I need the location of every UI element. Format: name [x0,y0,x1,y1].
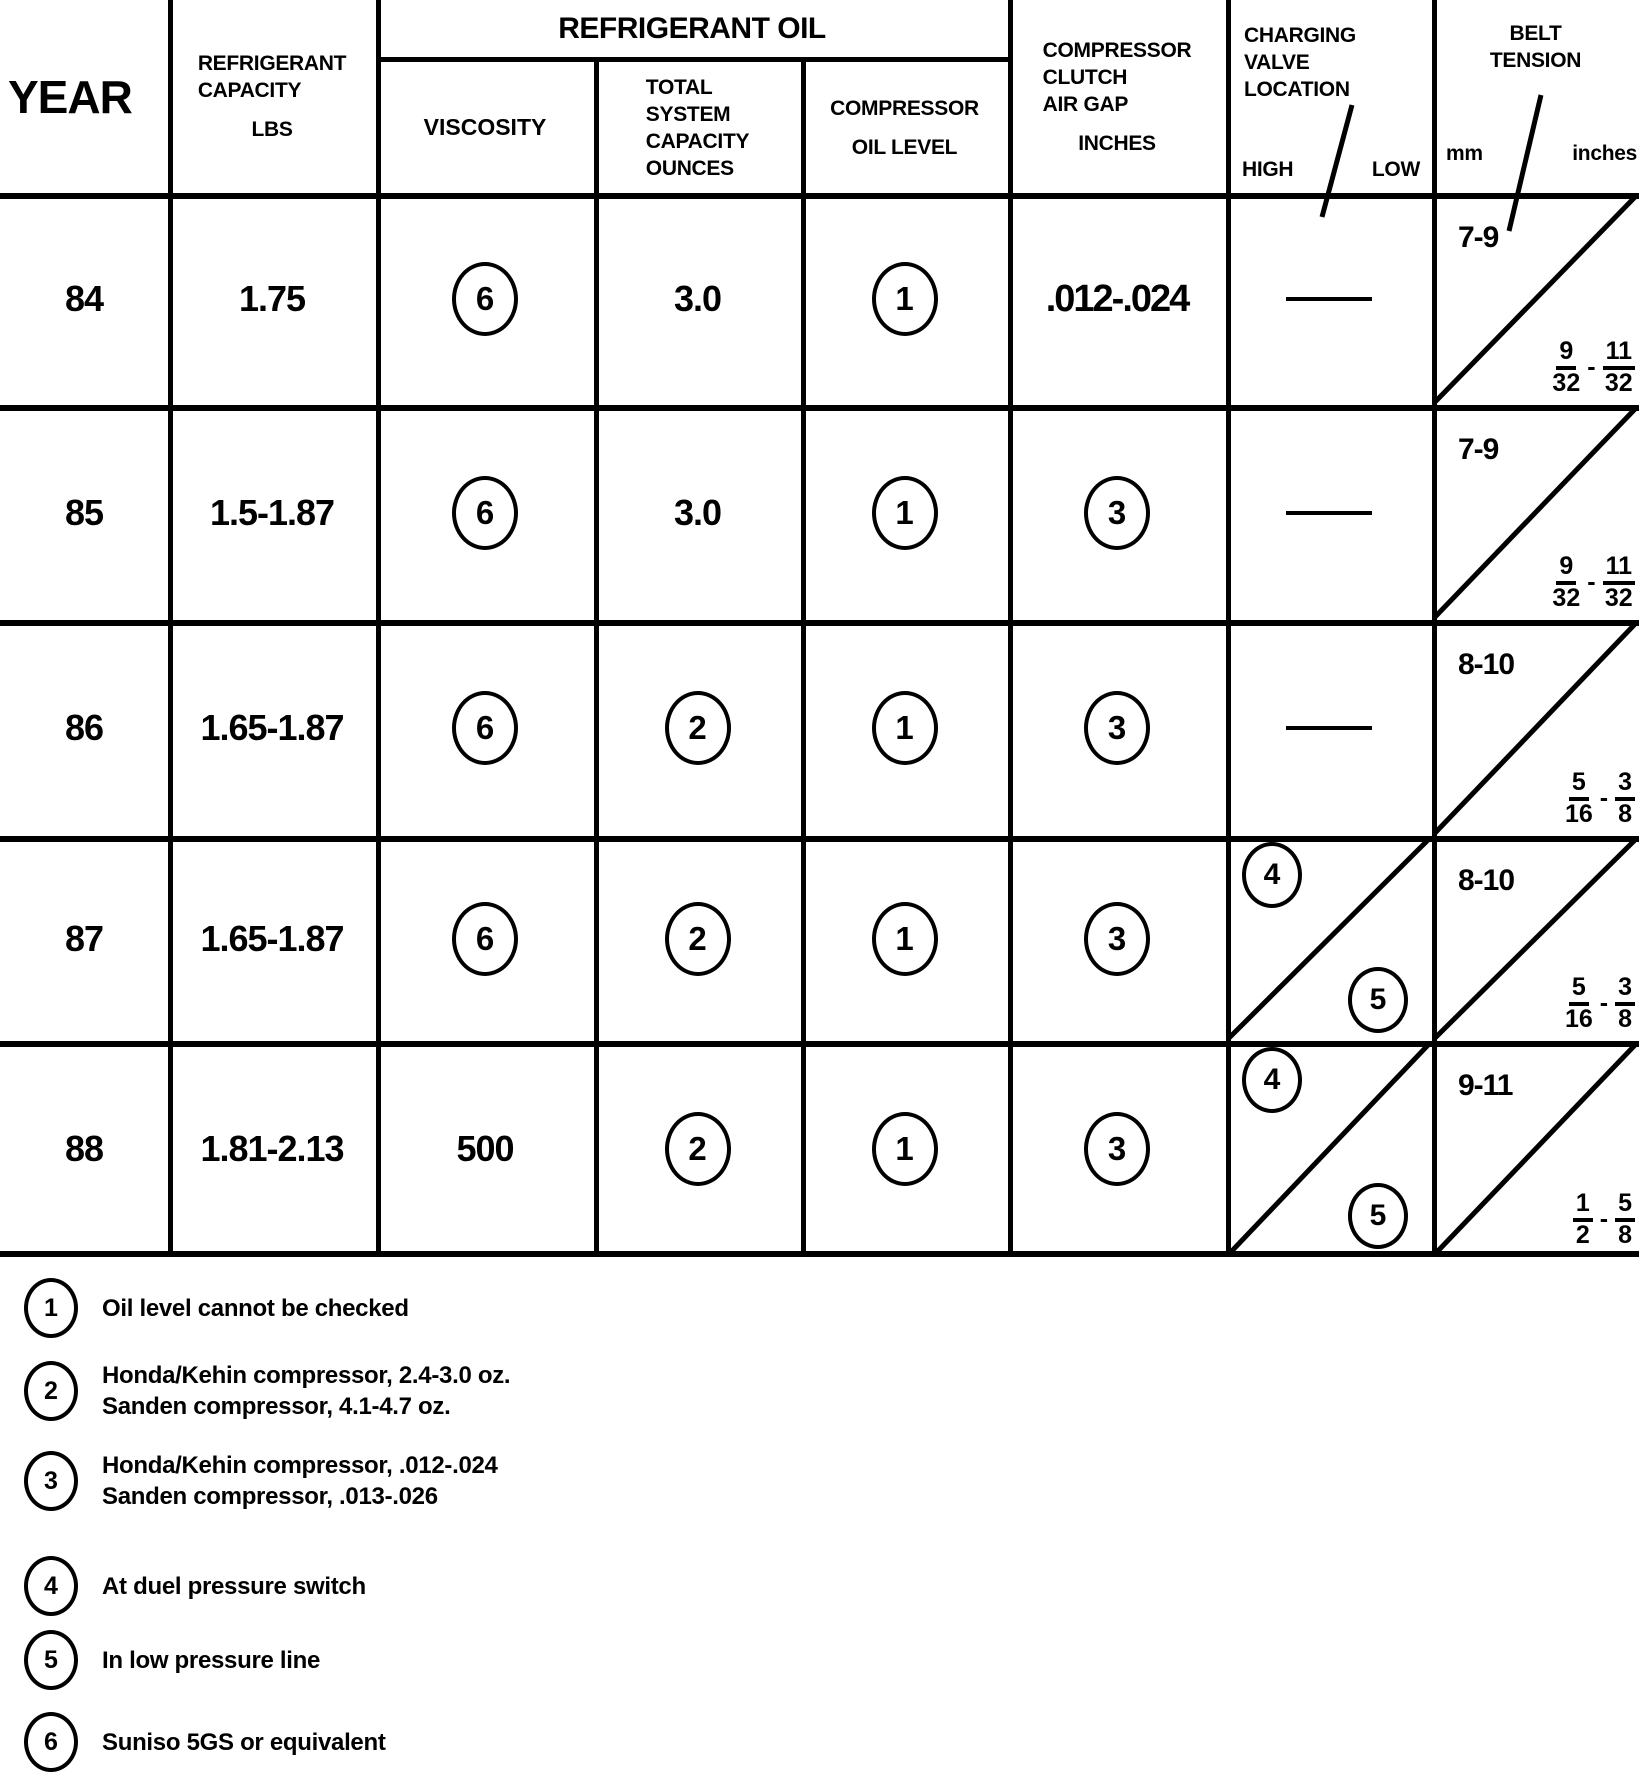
circled-number-1: 1 [872,902,938,976]
cell-84-year [0,193,168,405]
circled-number-5: 5 [1348,967,1408,1033]
fraction-numerator: 5 [1615,1190,1635,1222]
cell-85-capacity [168,405,376,620]
fraction [1615,769,1635,828]
header-line: AIR GAP [1042,92,1129,116]
header-line: CAPACITY [645,129,750,153]
fraction [1565,769,1593,828]
cell-88-capacity [168,1041,376,1257]
cell-value: 84 [64,278,104,319]
cell-85-charging_valve [1226,405,1432,620]
header-total-system-capacity [594,62,801,193]
header-line: SYSTEM [645,102,731,126]
circled-number-3: 3 [1084,1112,1150,1186]
header-line: COMPRESSOR [830,96,979,120]
footnote-circled-number-3: 3 [24,1451,78,1511]
fraction-numerator: 5 [1569,769,1589,801]
cell-86-oil_level [801,620,1008,836]
header-line: TENSION [1489,49,1582,72]
cell-84-air_gap [1008,193,1226,405]
circled-number-5: 5 [1348,1183,1408,1249]
fraction [1603,338,1635,397]
header-charging-low-label: LOW [1371,158,1420,181]
header-belt-tension-lines [1432,20,1639,74]
cell-86-total_capacity [594,620,801,836]
cell-84-viscosity [376,193,594,405]
cell-88-total_capacity [594,1041,801,1257]
cell-86-capacity [168,620,376,836]
belt-tension-inches-value [1552,553,1635,612]
header-line: REFRIGERANT [197,52,347,75]
circled-number-3: 3 [1084,691,1150,765]
header-clutch-air-gap-lines [1043,37,1192,118]
footnote-5 [24,1630,320,1690]
header-refrigerant-oil-group [376,0,1008,193]
fraction-denominator: 32 [1604,584,1633,612]
footnote-text-line: Sanden compressor, .013-.026 [102,1483,438,1510]
header-line: CLUTCH [1042,65,1128,89]
cell-value: 86 [64,707,104,748]
cell-88-belt_tension [1432,1041,1639,1257]
cell-87-capacity [168,836,376,1041]
cell-85-total_capacity [594,405,801,620]
fraction-numerator: 9 [1556,338,1576,370]
header-line: CHARGING [1244,24,1356,47]
fraction [1552,553,1580,612]
header-refrigerant-capacity-unit: LBS [251,118,293,141]
header-line: CAPACITY [197,79,302,102]
cell-88-air_gap [1008,1041,1226,1257]
header-line: TOTAL [645,75,713,99]
header-refrigerant-oil-label: REFRIGERANT OIL [558,11,826,45]
footnote-text-line: Honda/Kehin compressor, .012-.024 [102,1452,498,1479]
cell-87-viscosity [376,836,594,1041]
footnote-text [102,1360,510,1422]
header-belt-mm-label: mm [1446,142,1483,165]
fraction-denominator: 2 [1575,1221,1590,1249]
footnote-2 [24,1360,510,1422]
header-charging-high-label: HIGH [1242,158,1294,181]
cell-value: 1.81-2.13 [200,1128,344,1169]
fraction-denominator: 16 [1564,1005,1593,1033]
circled-number-2: 2 [665,902,731,976]
cell-87-air_gap [1008,836,1226,1041]
cell-value: 500 [456,1128,514,1169]
footnote-text [102,1450,498,1512]
cell-88-charging_valve [1226,1041,1432,1257]
footnote-text [102,1293,409,1324]
footnote-3 [24,1450,498,1512]
fraction-range-dash: - [1599,784,1609,812]
belt-tension-mm-value: 7-9 [1458,433,1499,466]
fraction [1615,1190,1635,1249]
footnote-circled-number-5: 5 [24,1630,78,1690]
header-compressor-oil-level-lines [830,95,979,161]
header-compressor-oil-level [801,62,1008,193]
header-line: LOCATION [1244,78,1350,101]
belt-tension-mm-value: 9-11 [1458,1069,1513,1102]
cell-value: 3.0 [673,491,722,533]
no-value-dash [1286,297,1372,301]
circled-number-6: 6 [452,902,518,976]
header-line: COMPRESSOR [1042,38,1192,62]
belt-tension-inches-value [1552,338,1635,397]
no-value-dash [1286,511,1372,515]
cell-85-air_gap [1008,405,1226,620]
footnote-text-line: Oil level cannot be checked [102,1294,409,1322]
cell-85-year [0,405,168,620]
footnote-text-line: Suniso 5GS or equivalent [102,1728,386,1756]
footnote-text-line: Sanden compressor, 4.1-4.7 oz. [102,1393,451,1420]
cell-value: 87 [64,917,104,959]
fraction [1565,974,1593,1033]
header-charging-valve-lines [1244,22,1356,103]
header-line: BELT [1509,22,1562,45]
footnote-text [102,1727,386,1758]
fraction [1615,974,1635,1033]
header-belt-tension [1432,0,1639,193]
belt-tension-inches-value [1573,1190,1635,1249]
cell-88-viscosity [376,1041,594,1257]
fraction [1573,1190,1593,1249]
footnote-6 [24,1712,386,1772]
header-line: OIL LEVEL [851,135,958,159]
cell-value: 88 [64,1128,104,1169]
fraction-denominator: 8 [1618,1221,1632,1249]
footnote-4 [24,1556,366,1616]
cell-87-belt_tension [1432,836,1639,1041]
fraction-denominator: 8 [1618,1005,1632,1033]
cell-84-belt_tension [1432,193,1639,405]
cell-85-belt_tension [1432,405,1639,620]
footnote-text [102,1645,320,1676]
header-line: OUNCES [645,156,734,180]
belt-tension-inches-value [1565,769,1635,828]
belt-tension-mm-value: 8-10 [1458,648,1515,681]
footnote-text [102,1571,366,1602]
belt-tension-mm-value: 7-9 [1458,221,1499,254]
footnote-circled-number-4: 4 [24,1556,78,1616]
circled-number-4: 4 [1242,842,1302,908]
circled-number-1: 1 [872,262,938,336]
footnote-circled-number-2: 2 [24,1361,78,1421]
fraction [1552,338,1580,397]
cell-value: 1.65-1.87 [200,917,344,959]
cell-value: 1.65-1.87 [200,707,344,748]
circled-number-2: 2 [665,691,731,765]
fraction-denominator: 32 [1552,369,1581,397]
cell-86-viscosity [376,620,594,836]
cell-86-charging_valve [1226,620,1432,836]
cell-85-oil_level [801,405,1008,620]
cell-84-charging_valve [1226,193,1432,405]
cell-value: 1.5-1.87 [209,491,335,533]
header-year-label: YEAR [8,70,132,123]
header-refrigerant-oil [376,0,1008,57]
header-belt-inches-label: inches [1572,142,1637,165]
footnote-text-line: Honda/Kehin compressor, 2.4-3.0 oz. [102,1362,511,1389]
footnote-text-line: At duel pressure switch [102,1572,366,1600]
fraction [1603,553,1635,612]
cell-88-year [0,1041,168,1257]
fraction-numerator: 1 [1573,1190,1593,1222]
fraction-numerator: 11 [1603,338,1635,370]
header-line: VALVE [1244,51,1310,74]
circled-number-2: 2 [665,1112,731,1186]
header-clutch-air-gap [1008,0,1226,193]
cell-87-total_capacity [594,836,801,1041]
fraction-denominator: 32 [1552,584,1581,612]
header-total-system-capacity-lines [646,74,749,182]
footnote-1 [24,1278,409,1338]
circled-number-3: 3 [1084,476,1150,550]
cell-value: .012-.024 [1045,277,1189,320]
header-refrigerant-capacity [168,0,376,193]
header-clutch-air-gap-unit: INCHES [1078,131,1156,155]
circled-number-6: 6 [452,262,518,336]
fraction-numerator: 3 [1615,769,1635,801]
cell-87-year [0,836,168,1041]
cell-87-charging_valve [1226,836,1432,1041]
cell-86-air_gap [1008,620,1226,836]
fraction-range-dash: - [1587,568,1596,596]
cell-86-belt_tension [1432,620,1639,836]
cell-value: 85 [64,491,104,533]
belt-tension-mm-value: 8-10 [1458,864,1515,897]
no-value-dash [1286,726,1372,730]
header-charging-valve [1226,0,1432,193]
cell-84-total_capacity [594,193,801,405]
cell-value: 1.75 [238,278,306,319]
footnote-text-line: In low pressure line [102,1646,321,1674]
footnote-circled-number-1: 1 [24,1278,78,1338]
fraction-numerator: 3 [1615,974,1635,1006]
refrigerant-oil-underline [376,57,1008,62]
circled-number-1: 1 [872,476,938,550]
circled-number-1: 1 [872,1112,938,1186]
cell-85-viscosity [376,405,594,620]
cell-87-oil_level [801,836,1008,1041]
fraction-range-dash: - [1599,1205,1609,1233]
belt-tension-inches-value [1565,974,1635,1033]
fraction-denominator: 8 [1618,800,1632,828]
circled-number-6: 6 [452,691,518,765]
circled-number-3: 3 [1084,902,1150,976]
cell-value: 3.0 [673,278,722,319]
cell-84-oil_level [801,193,1008,405]
header-refrigerant-capacity-lines [198,50,346,104]
header-viscosity [376,62,594,193]
fraction-numerator: 9 [1556,553,1576,585]
fraction-range-dash: - [1599,989,1609,1017]
header-year [0,0,168,193]
circled-number-1: 1 [872,691,938,765]
fraction-range-dash: - [1587,353,1596,381]
fraction-numerator: 5 [1569,974,1589,1006]
footnote-circled-number-6: 6 [24,1712,78,1772]
circled-number-4: 4 [1242,1047,1302,1113]
fraction-numerator: 11 [1603,553,1635,585]
fraction-denominator: 16 [1564,800,1593,828]
header-viscosity-label: VISCOSITY [423,114,547,140]
cell-86-year [0,620,168,836]
fraction-denominator: 32 [1604,369,1633,397]
circled-number-6: 6 [452,476,518,550]
cell-88-oil_level [801,1041,1008,1257]
cell-84-capacity [168,193,376,405]
